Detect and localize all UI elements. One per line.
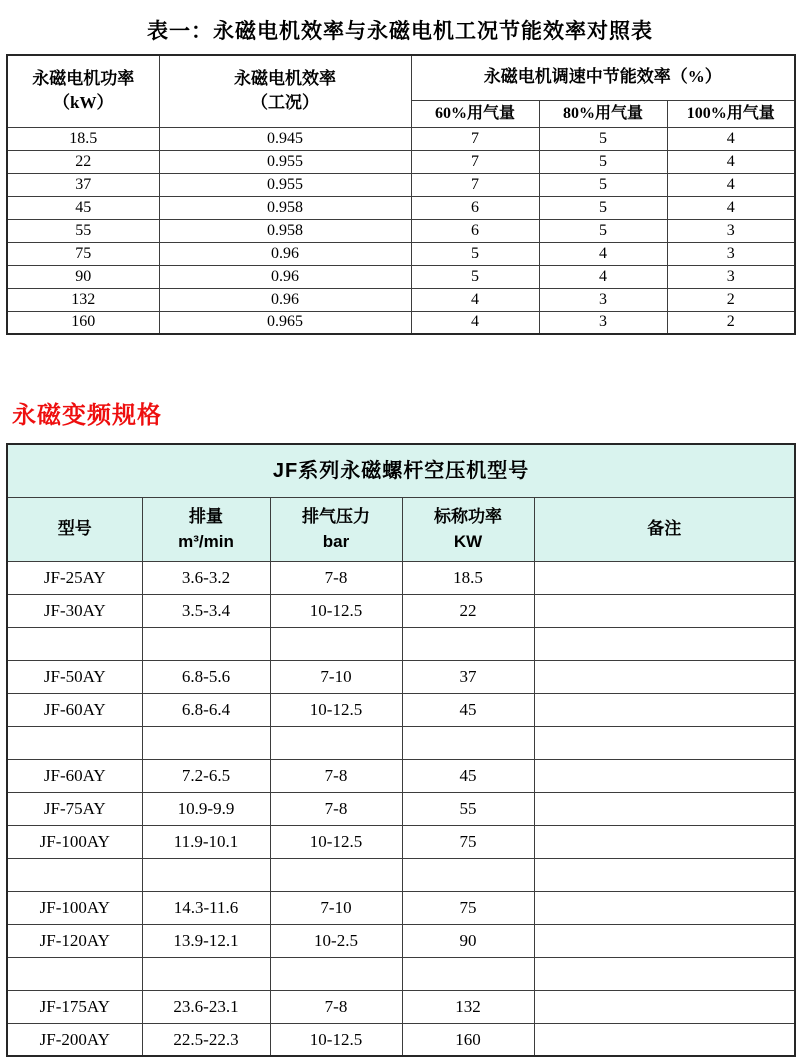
table-cell: 22: [7, 150, 159, 173]
table-cell: [270, 726, 402, 759]
table-cell: 75: [402, 891, 534, 924]
table-cell: 10-2.5: [270, 924, 402, 957]
table-cell: [7, 858, 142, 891]
t2-header-pressure-line2: bar: [322, 532, 350, 551]
table-cell: [534, 957, 795, 990]
table-row: [7, 792, 795, 825]
table-row: [7, 858, 795, 891]
t2-header-displacement-line1: 排量: [189, 506, 223, 526]
table-cell: 4: [667, 150, 795, 173]
table-row: [7, 265, 795, 288]
table-cell: 55: [402, 792, 534, 825]
table-cell: 90: [402, 924, 534, 957]
section-heading: 永磁变频规格: [12, 403, 162, 429]
table-cell: 14.3-11.6: [142, 891, 270, 924]
table-cell: 3: [667, 219, 795, 242]
table-row: [7, 594, 795, 627]
table-row: [7, 311, 795, 334]
table-cell: JF-25AY: [7, 561, 142, 594]
table-cell: 0.96: [159, 288, 411, 311]
table-cell: 4: [667, 173, 795, 196]
table2-body: [7, 561, 795, 1056]
table-cell: 5: [539, 150, 667, 173]
table-cell: 5: [411, 265, 539, 288]
table-cell: 5: [539, 219, 667, 242]
t1-subheader-100: 100%用气量: [667, 100, 795, 127]
table-cell: 0.958: [159, 196, 411, 219]
table-cell: [142, 858, 270, 891]
table1-header-row: [7, 55, 795, 100]
table-cell: [534, 924, 795, 957]
table-cell: 7: [411, 127, 539, 150]
table-cell: 0.955: [159, 150, 411, 173]
table-cell: 18.5: [402, 561, 534, 594]
table-cell: [142, 957, 270, 990]
motor-efficiency-table: [6, 54, 796, 335]
table-cell: 4: [539, 242, 667, 265]
table-row: [7, 957, 795, 990]
table-row: [7, 825, 795, 858]
table-cell: 75: [7, 242, 159, 265]
table-cell: [270, 627, 402, 660]
table-cell: 4: [411, 311, 539, 334]
t2-header-pressure: [270, 497, 402, 561]
table1-body: [7, 127, 795, 334]
t1-header-power-line2: （kW）: [53, 93, 114, 113]
table-cell: 22.5-22.3: [142, 1023, 270, 1056]
table-cell: [402, 627, 534, 660]
t2-header-displacement: [142, 497, 270, 561]
table-cell: 0.96: [159, 242, 411, 265]
table-cell: [534, 594, 795, 627]
table-cell: [534, 693, 795, 726]
table-cell: 18.5: [7, 127, 159, 150]
table-cell: 7-8: [270, 792, 402, 825]
table-cell: 3: [539, 311, 667, 334]
t2-header-model-line1: 型号: [57, 519, 92, 539]
t2-header-power-line1: 标称功率: [434, 506, 502, 526]
table2-title-row: [7, 444, 795, 497]
table-cell: 7-10: [270, 891, 402, 924]
table-row: [7, 759, 795, 792]
t1-header-efficiency-line2: （工况）: [251, 93, 319, 113]
table-cell: [7, 627, 142, 660]
table-cell: 7: [411, 150, 539, 173]
table-cell: [534, 627, 795, 660]
table-cell: 132: [7, 288, 159, 311]
table-cell: 5: [539, 196, 667, 219]
table-row: [7, 924, 795, 957]
table-cell: 10-12.5: [270, 1023, 402, 1056]
table-cell: 75: [402, 825, 534, 858]
t2-header-remark: [534, 497, 795, 561]
table-cell: 7-8: [270, 990, 402, 1023]
table-cell: 10-12.5: [270, 825, 402, 858]
t2-header-power-line2: KW: [453, 532, 483, 551]
table-cell: 4: [667, 196, 795, 219]
t2-header-power: [402, 497, 534, 561]
table-cell: JF-60AY: [7, 759, 142, 792]
table-cell: [534, 561, 795, 594]
t2-header-model: [7, 497, 142, 561]
table-cell: JF-200AY: [7, 1023, 142, 1056]
table-cell: 45: [402, 693, 534, 726]
table-cell: 6.8-5.6: [142, 660, 270, 693]
table-cell: 37: [402, 660, 534, 693]
table1-title: 表一：永磁电机效率与永磁电机工况节能效率对照表: [147, 19, 653, 43]
table-row: [7, 1023, 795, 1056]
table-cell: 7-10: [270, 660, 402, 693]
table-cell: 23.6-23.1: [142, 990, 270, 1023]
table-cell: 10-12.5: [270, 693, 402, 726]
table-cell: JF-100AY: [7, 825, 142, 858]
table-cell: 4: [411, 288, 539, 311]
t1-header-saving-group: 永磁电机调速中节能效率（%）: [411, 55, 795, 100]
table-cell: 7.2-6.5: [142, 759, 270, 792]
t2-header-displacement-line2: m³/min: [178, 532, 234, 551]
table-cell: 4: [667, 127, 795, 150]
table-cell: 7-8: [270, 759, 402, 792]
table-cell: 7: [411, 173, 539, 196]
table-cell: JF-50AY: [7, 660, 142, 693]
table-cell: 10.9-9.9: [142, 792, 270, 825]
table-cell: [534, 858, 795, 891]
table-row: [7, 127, 795, 150]
table-cell: [534, 660, 795, 693]
table-cell: 0.945: [159, 127, 411, 150]
table-cell: [534, 1023, 795, 1056]
table-cell: 2: [667, 311, 795, 334]
table-cell: 5: [411, 242, 539, 265]
table-cell: [7, 726, 142, 759]
table-cell: JF-75AY: [7, 792, 142, 825]
table-cell: 132: [402, 990, 534, 1023]
table-cell: 22: [402, 594, 534, 627]
table-cell: [142, 726, 270, 759]
table-cell: 5: [539, 173, 667, 196]
table-cell: 4: [539, 265, 667, 288]
table-row: [7, 196, 795, 219]
table-row: [7, 173, 795, 196]
table-row: [7, 693, 795, 726]
table-cell: 3.6-3.2: [142, 561, 270, 594]
table-cell: [534, 990, 795, 1023]
table-cell: [270, 957, 402, 990]
t1-header-power: [7, 55, 159, 127]
table-cell: JF-175AY: [7, 990, 142, 1023]
table-cell: 3.5-3.4: [142, 594, 270, 627]
table2-header-row: [7, 497, 795, 561]
t1-header-efficiency: [159, 55, 411, 127]
t1-subheader-80: 80%用气量: [539, 100, 667, 127]
table-cell: 6.8-6.4: [142, 693, 270, 726]
table-cell: [534, 792, 795, 825]
table-cell: 55: [7, 219, 159, 242]
table-cell: 160: [402, 1023, 534, 1056]
table-cell: 160: [7, 311, 159, 334]
table-cell: 13.9-12.1: [142, 924, 270, 957]
t2-header-pressure-line1: 排气压力: [302, 506, 370, 526]
table-cell: [534, 825, 795, 858]
table-cell: 2: [667, 288, 795, 311]
table-cell: [402, 858, 534, 891]
table-row: [7, 288, 795, 311]
table-cell: JF-30AY: [7, 594, 142, 627]
table-row: [7, 561, 795, 594]
table-row: [7, 726, 795, 759]
table-row: [7, 242, 795, 265]
table-cell: JF-60AY: [7, 693, 142, 726]
table-cell: [402, 726, 534, 759]
t1-header-power-line1: 永磁电机功率: [32, 68, 135, 88]
table-cell: 45: [402, 759, 534, 792]
table-row: [7, 990, 795, 1023]
table-row: [7, 660, 795, 693]
t2-header-remark-line1: 备注: [647, 519, 682, 539]
table-cell: 3: [667, 242, 795, 265]
table-cell: 0.96: [159, 265, 411, 288]
table-cell: 45: [7, 196, 159, 219]
table-cell: 7-8: [270, 561, 402, 594]
jf-model-table: [6, 443, 796, 1057]
table-row: [7, 150, 795, 173]
table-cell: [270, 858, 402, 891]
table2-title: JF系列永磁螺杆空压机型号: [7, 444, 795, 497]
table-cell: JF-100AY: [7, 891, 142, 924]
table-cell: 0.955: [159, 173, 411, 196]
table-row: [7, 219, 795, 242]
table-cell: 11.9-10.1: [142, 825, 270, 858]
table-cell: 10-12.5: [270, 594, 402, 627]
table-row: [7, 891, 795, 924]
table-cell: [534, 759, 795, 792]
table-cell: 0.958: [159, 219, 411, 242]
t1-header-efficiency-line1: 永磁电机效率: [234, 68, 336, 88]
table-cell: 37: [7, 173, 159, 196]
t1-subheader-60: 60%用气量: [411, 100, 539, 127]
table-cell: 3: [539, 288, 667, 311]
table-cell: 6: [411, 196, 539, 219]
table-cell: JF-120AY: [7, 924, 142, 957]
table-cell: 90: [7, 265, 159, 288]
table-cell: [534, 891, 795, 924]
table-cell: 5: [539, 127, 667, 150]
table-cell: [7, 957, 142, 990]
table-cell: 6: [411, 219, 539, 242]
table-cell: [402, 957, 534, 990]
table-cell: 0.965: [159, 311, 411, 334]
table-cell: 3: [667, 265, 795, 288]
table-row: [7, 627, 795, 660]
table-cell: [534, 726, 795, 759]
table-cell: [142, 627, 270, 660]
